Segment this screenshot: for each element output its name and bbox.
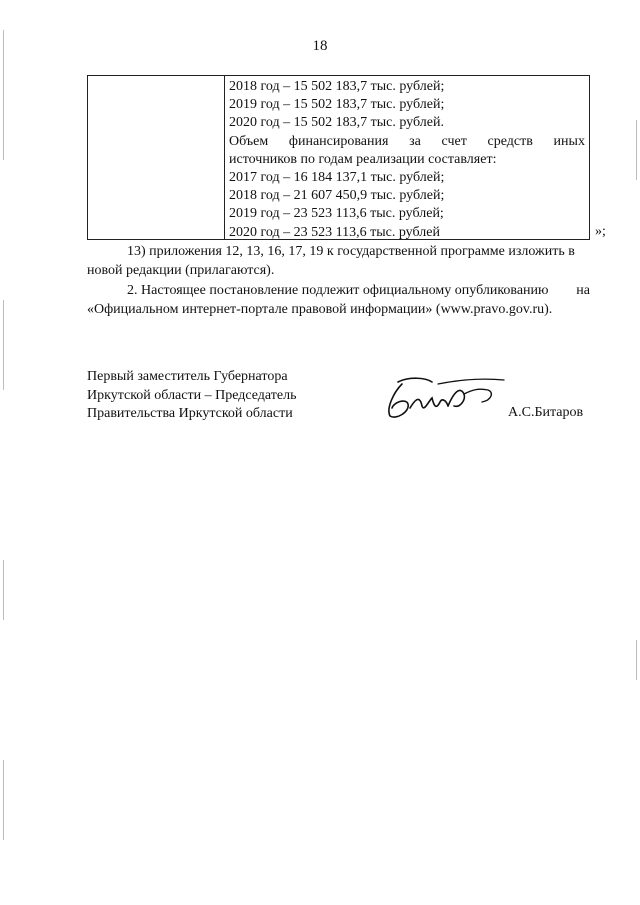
other-sources-heading: Объем финансирования за счет средств иных (229, 133, 585, 149)
financing-line: 2020 год – 23 523 113,6 тыс. рублей (229, 224, 440, 240)
financing-line: 2018 год – 15 502 183,7 тыс. рублей; (229, 79, 445, 94)
financing-line: 2017 год – 16 184 137,1 тыс. рублей; (229, 170, 445, 186)
financing-line: 2020 год – 15 502 183,7 тыс. рублей. (229, 115, 444, 131)
scan-margin-mark (3, 760, 4, 840)
handwritten-signature (380, 372, 510, 422)
item-13-line-1: 13) приложения 12, 13, 16, 17, 19 к государственной программе изложить в (127, 244, 575, 259)
scan-margin-mark (636, 120, 637, 180)
financing-table (87, 75, 590, 240)
item-13-paragraph (87, 243, 590, 280)
scan-margin-mark (3, 560, 4, 620)
signatory-name: А.С.Битаров (508, 405, 584, 420)
scan-margin-mark (3, 30, 4, 160)
item-13-line-2: новой редакции (прилагаются). (87, 262, 275, 278)
other-sources-heading-cont: источников по годам реализации составляет: (229, 151, 497, 167)
signatory-title-line: Иркутской области – Председатель (87, 387, 297, 403)
table-right-cell (229, 78, 585, 242)
closing-quote: »; (595, 224, 606, 239)
scan-margin-mark (636, 640, 637, 680)
table-left-cell (88, 76, 225, 239)
item-2-line-1: 2. Настоящее постановление подлежит официальному опубликованию на (127, 283, 590, 298)
page-number: 18 (312, 38, 328, 54)
financing-line: 2019 год – 15 502 183,7 тыс. рублей; (229, 97, 445, 113)
signatory-title-line: Первый заместитель Губернатора (87, 369, 288, 384)
signatory-title (87, 368, 296, 424)
financing-line: 2019 год – 23 523 113,6 тыс. рублей; (229, 206, 444, 222)
scan-margin-mark (3, 300, 4, 390)
signatory-title-line: Правительства Иркутской области (87, 406, 293, 421)
financing-line: 2018 год – 21 607 450,9 тыс. рублей; (229, 188, 445, 204)
item-2-paragraph (87, 282, 590, 319)
item-2-line-2: «Официальном интернет-портале правовой информации» (www.pravo.gov.ru). (87, 301, 553, 317)
